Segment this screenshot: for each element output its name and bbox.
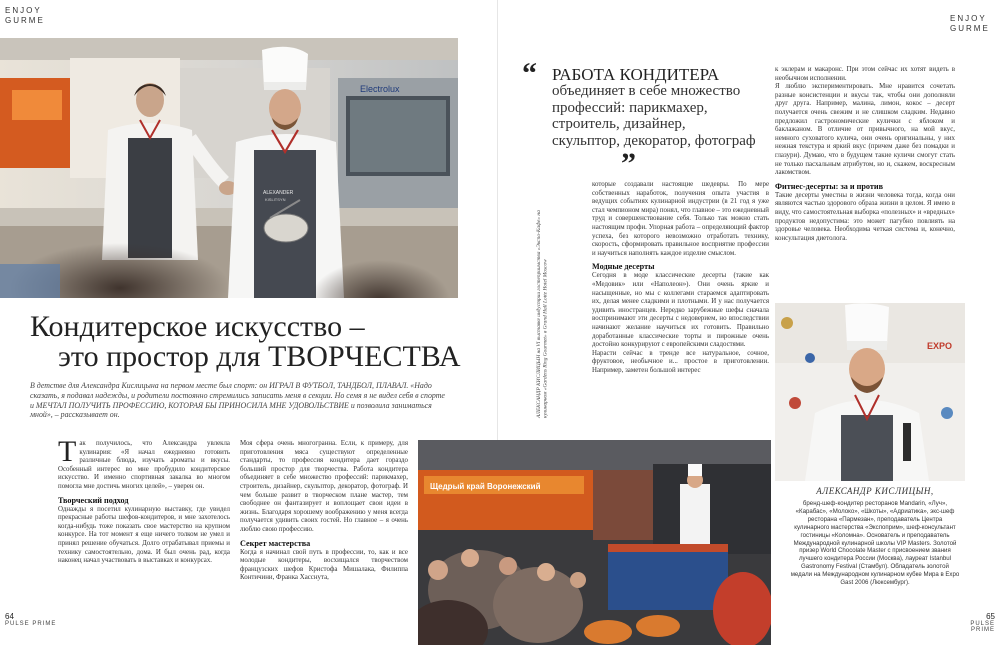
pull-quote-head: РАБОТА КОНДИТЕРА xyxy=(552,65,720,84)
brand-line-2: GURME xyxy=(5,16,45,25)
subheading-fitness-desserts: Фитнес-десерты: за и против xyxy=(775,181,884,191)
brand-mark-right xyxy=(950,14,990,34)
col4-paragraph-3: Такие десерты уместны в жизни человека тогда, когда они являются частью здорового образа жизни в целом. Я имею в виду, что самостоятельная выборка «полезных» и «вредных» продуктов недопустима: это может пагубно повлиять на здоровье человека. Необходима четкая система и, конечно, консультация диетолога. xyxy=(775,191,955,242)
col2-paragraph-1: Моя сфера очень многогранна. Если, к примеру, для приготовления мяса существуют определенные стандарты, то профессия кондитера дает гораздо больший простор для творчества. Работа кондитера объединяет в себе множество профессий: парикмахер, строитель, дизайнер, скульптор, декоратор, фотограф. И чем больше развит в творческом плане мастер, тем свободнее он фантазирует и воплощает свои идеи в жизнь. Благодаря хорошему воображению у меня всегда получается удивить своих гостей. Но главное – я очень люблю свою профессию. xyxy=(240,440,408,533)
subheading-fashion-desserts: Модные десерты xyxy=(592,262,655,272)
page-number-left: 64 xyxy=(5,612,14,621)
col3-paragraph-2: Сегодня в моде классические десерты (такие как «Медовик» или «Наполеон»). Они очень яркие и насыщенные, но мы с коллегами стараемся адаптировать их, делая менее сладкими и плотными. И у нас получается удивить иностранцев. Нередко зарубежные шефы сначала воспринимают эти десерты с недоверием, но впоследствии начинают желание научиться их готовить. Правильно доработанные классические торты и пирожные очень достойно конкурируют с европейскими сладостями. xyxy=(592,272,769,349)
portrait-name: АЛЕКСАНДР КИСЛИЦЫН, xyxy=(816,486,934,496)
portrait-bio: бренд-шеф-кондитер ресторанов Mandarin, «Луч», «Карабас», «Молоко», «Шкоты», «Адриатика», экс-шеф ресторана «Пармезан», преподаватель Центра кулинарного мастерства «Экспоприм», шеф-консультант гостиницы «Коломна». Основатель и преподаватель Международной кулинарной школы VIP Masters. Золотой призер World Chocolate Master с присвоением звания лучшего кондитера России (Москва), лауреат Istanbul Gastronomy Festival (Стамбул). Обладатель золотой медали на Международном кулинарном кубке Мира в Expo Gast 2006 (Люксембург). xyxy=(790,500,960,587)
brand-line-1: ENJOY xyxy=(5,6,42,15)
column-2 xyxy=(240,440,408,583)
magazine-name-right: PULSE PRIME xyxy=(970,621,995,633)
oven-brand-label: Electrolux xyxy=(360,84,400,94)
col3-paragraph-1: которые создавали настоящие шедевры. По мере собственных наработок, получения опыта участия в ведущих событиях кулинарной индустрии (в 21 год я уже стал чемпионом мира) понял, что главное – это ежедневный труд и совершенствование себя. Только так можно стать настоящим профи. Упорная работа – определяющий фактор успеха, без которого невозможно отработать технику, скорость, сформировать правильное восприятие профессии и научиться наполнять каждое изделие смыслом. xyxy=(592,181,769,257)
folio-left xyxy=(5,612,56,627)
col2-paragraph-2: Когда я начинал свой путь в профессии, то, как и все молодые кондитеры, восхищался творчеством французских шефов Кристофа Мишалака, Филиппа Контичини, Франка Хасснута, xyxy=(240,548,408,582)
column-1 xyxy=(58,435,230,566)
col3-paragraph-3: Нарасти сейчас в тренде все натуральное, сочное, фруктовое, необычное и... простое в приготовлении. Например, заметен большой интерес xyxy=(592,349,769,374)
col1-paragraph-1: Однажды я посетил кулинарную выставку, где увидел прекрасные работы шефов-кондитеров, и мне захотелось когда-нибудь тоже показать свое мастерство на крупном конкурсе. На тот момент я еще ничего толком не умел и принял решение обучаться. Долго отрабатывал приемы и технику самостоятельно, дома. И был очень рад, когда наконец начал участвовать в выставках и конкурсах. xyxy=(58,505,230,565)
hero-photo-chefs xyxy=(0,38,458,298)
brand-line-2: GURME xyxy=(950,24,990,33)
portrait-photo xyxy=(775,303,965,481)
expo-logo-text: EXPO xyxy=(927,341,953,351)
page-number-right: 65 xyxy=(986,612,995,621)
article-title-line-2: это простор для ТВОРЧЕСТВА xyxy=(58,340,461,373)
expo-banner-text: Щедрый край Воронежский xyxy=(430,482,541,491)
pull-quote xyxy=(552,66,757,149)
open-quote-icon: “ xyxy=(522,57,537,90)
folio-right xyxy=(952,612,995,633)
col1-intro: ак получилось, что Александра увлекла кулинария: «Я начал ежедневно готовить различные блюда, изучать ароматы и вкусы. Особенный интерес во мне пробудило кондитерское искусство. И именно спортивная закалка во многом помогла мне достичь многих целей», – уверен он. xyxy=(58,440,230,490)
vertical-photo-caption: АЛЕКСАНДР КИСЛИЦЫН на VI выставке индустрии гостеприимства «Экспо-Кафе» на кулинарном «Gardens Ring Gourmet» в Grand Hall Lotte Hotel Moscow xyxy=(536,210,549,418)
close-quote-icon: ” xyxy=(621,147,636,180)
column-4 xyxy=(775,66,955,243)
brand-mark-left xyxy=(5,6,45,26)
apron-label-1: ALEXANDER xyxy=(263,190,294,196)
portrait-caption xyxy=(790,486,960,587)
drop-cap: Т xyxy=(58,435,77,468)
col4-paragraph-2: Я люблю экспериментировать. Мне нравится сочетать разные консистенции и вкусы так, чтобы они дополняли друг друга. Например, малина, лимон, кокос – десерт получается очень свежим и не слишком сладким. Недавно предложил гастрономические кулички с яблоком и баклажаном. В отличие от привычного, на мой вкус, немного суховатого кулича, они очень оригинальны, у них нежная текстура и яркий вкус (причем даже без помадки и глазури). Думаю, что в будущем такие куличи смогут стать не только пасхальным атрибутом, но и, скажем, воскресным лакомством. xyxy=(775,83,955,177)
apron-label-2: KISLITSYN xyxy=(265,197,286,202)
subheading-creative-approach: Творческий подход xyxy=(58,495,129,505)
col4-paragraph-1: к эклерам и макаронс. При этом сейчас их хотят видеть в необычном исполнении. xyxy=(775,66,955,82)
expo-crowd-photo xyxy=(418,440,771,645)
article-title-line-1: Кондитерское искусство – xyxy=(30,310,365,343)
magazine-name-left: PULSE PRIME xyxy=(5,621,57,627)
article-lead: В детстве для Александра Кислицына на первом месте был спорт: он ИГРАЛ В ФУТБОЛ, ТАНДБОЛ, ПЛАВАЛ. «Надо сказать, я подавал надежды, и родители постоянно стремились записать меня в секции. Но семя я не видел себя в спорте и МЕЧТАЛ ПОЛУЧИТЬ ПРОФЕССИЮ, КОТОРАЯ БЫ ПРИНОСИЛА МНЕ УДОВОЛЬСТВИЕ и позволила заниматься мной», – рассказывает он. xyxy=(30,381,445,420)
column-3 xyxy=(592,181,769,375)
pull-quote-text: объединяет в себе множество профессий: парикмахер, строитель, дизайнер, скульптор, декоратор, фотограф xyxy=(552,83,756,149)
subheading-secret-of-mastery: Секрет мастерства xyxy=(240,538,311,548)
brand-line-1: ENJOY xyxy=(950,14,987,23)
